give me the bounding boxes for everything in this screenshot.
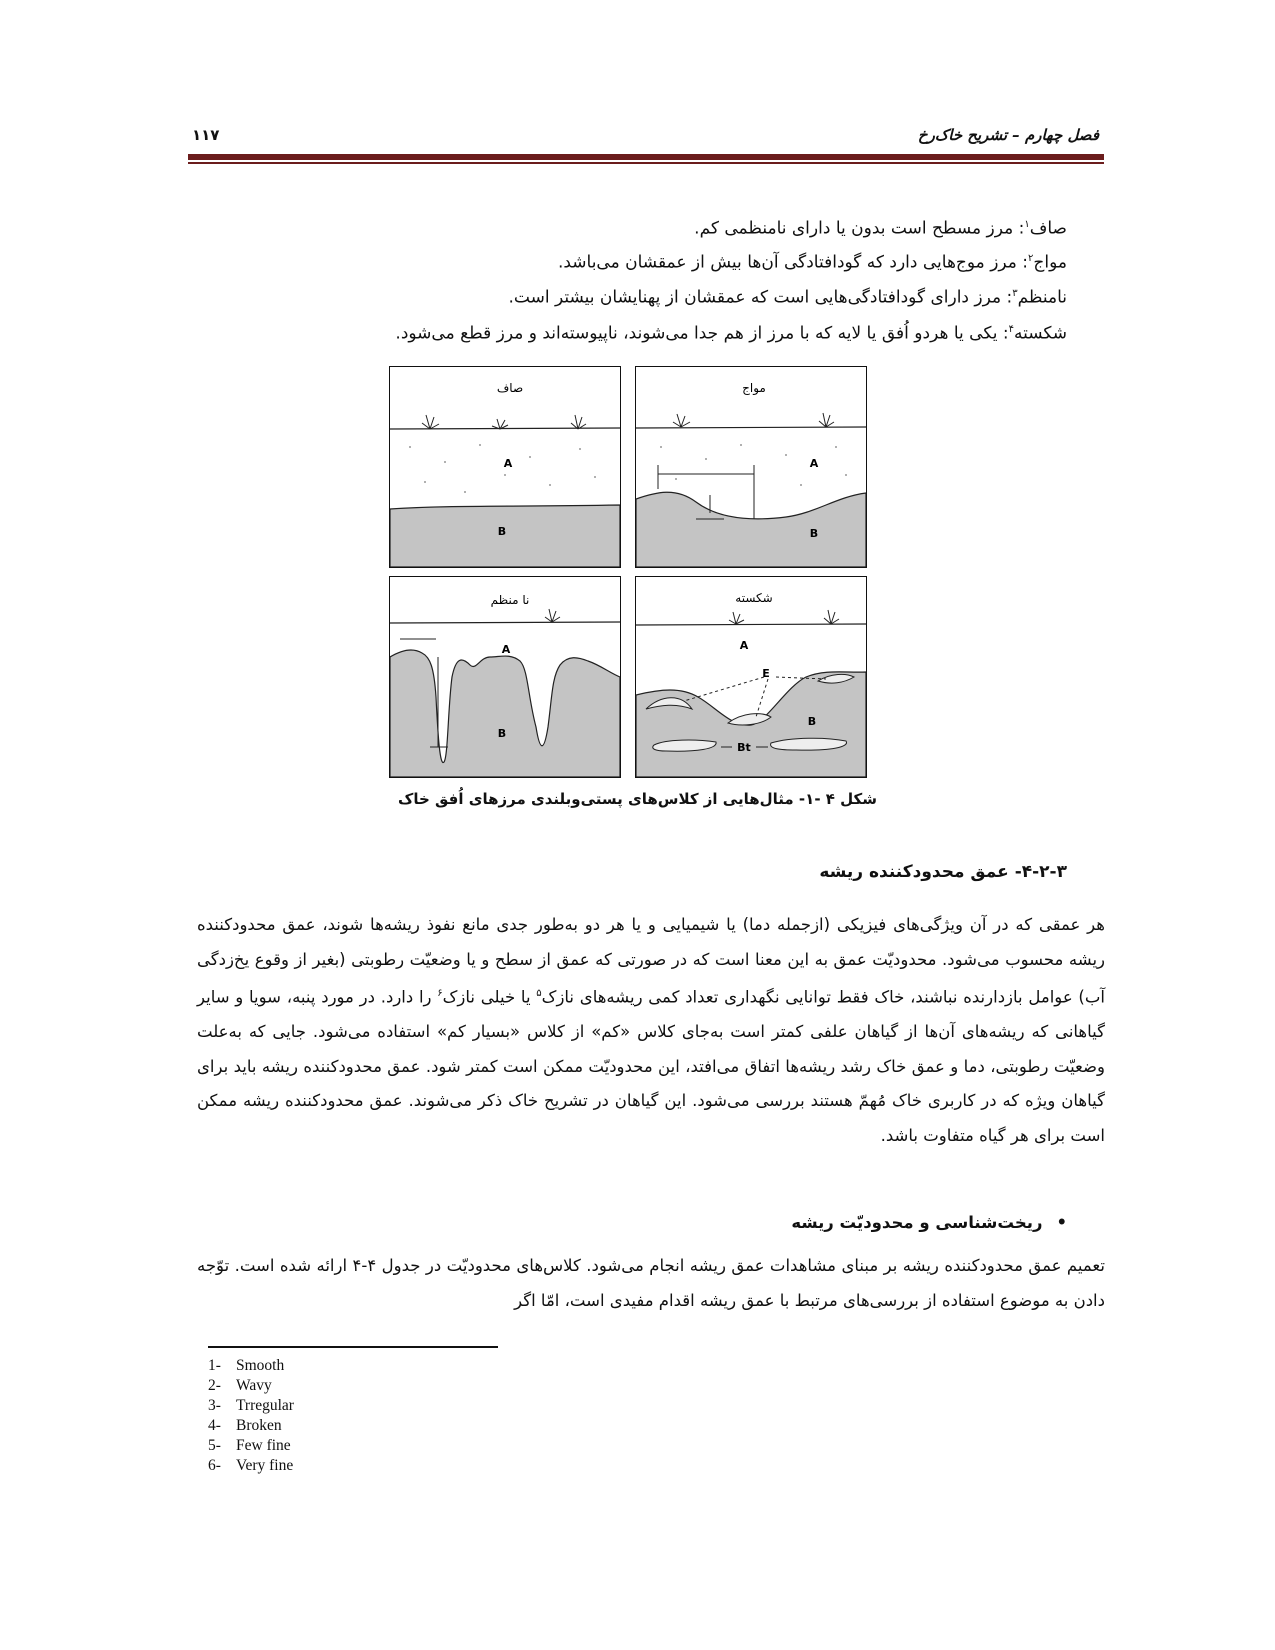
footnote-ref: ۴ [1008,324,1014,335]
footnote-item: 2- Wavy [208,1377,272,1394]
body-paragraph: هر عمقی که در آن ویژگی‌های فیزیکی (ازجمله دما) یا شیمیایی و یا هر دو به‌طور جدی مانع نفوذ ریشه‌ها شوند، عمق محدودکننده ریشه محسوب می‌شود. محدودیّت عمق به این معنا است که در صورتی که عمق از سطح و یا وضعیّت رطوبتی (بغیر از وقوع یخ‌زدگی آب) عوامل بازدارنده نباشند، خاک فقط توانایی نگهداری تعداد کمی ریشه‌های نازک$^۵$ یا خیلی نازک$^۶$ را دارد. در مورد پنبه، سویا و سایر گیاهانی که ریشه‌های آن‌ها از گیاهان علفی کمتر است به‌جای کلاس «کم» از کلاس «بسیار کم» استفاده می‌شود. جایی که به‌علت وضعیّت رطوبتی، دما و عمق خاک رشد ریشه‌ها اتفاق می‌افتد، این محدودیّت ممکن است کمتر شود. عمق محدودکننده ریشه باید برای گیاهان ویژه که در کاربری خاک مُهمّ هستند بررسی می‌شود. این گیاهان در تشریح خاک ذکر می‌شوند. عمق محدودکننده ریشه ممکن است برای هر گیاه متفاوت باشد. [197,915,1105,1145]
definition-irregular [509,281,1068,311]
horizon-label: Bt [737,741,751,754]
grass-icon [819,413,834,427]
footnote-ref: ۶ [437,988,443,999]
grass-icon [422,415,439,429]
footnote-item: 6- Very fine [208,1457,294,1474]
definition-wavy [558,246,1067,276]
section-heading: ۴-۲-۳- عمق محدودکننده ریشه [819,862,1067,882]
page-number: ۱۱۷ [192,126,220,144]
bullet-heading: •ریخت‌شناسی و محدودیّت ریشه [791,1213,1067,1232]
horizon-label: B [497,727,507,740]
footnote-item: 4- Broken [208,1417,282,1434]
definition-term: مواج [1033,252,1067,273]
panel-title: شکسته [735,591,773,605]
horizon-label: A [501,643,511,656]
header-rule [188,154,1104,160]
figure-panel-smooth [389,366,621,568]
grass-icon [729,612,744,624]
horizon-label: A [809,457,819,470]
chapter-title: فصل چهارم – تشریح خاک‌رخ [917,126,1099,144]
footnote-rule [208,1346,498,1348]
grass-icon [492,419,508,429]
panel-title: نا منظم [490,593,530,607]
footnote-item: 5- Few fine [208,1437,291,1454]
panel-title: صاف [496,381,524,395]
grass-icon [571,415,586,429]
definition-term: نامنظم [1017,287,1067,308]
grass-icon [673,414,690,427]
footnote-ref: ۲ [1028,253,1034,264]
definition-term: صاف [1029,218,1067,239]
body-paragraph-2: تعمیم عمق محدودکننده ریشه بر مبنای مشاهدات عمق ریشه انجام می‌شود. کلاس‌های محدودیّت در جدول ۴-۴ ارائه شده است. توّجه دادن به موضوع استفاده از بررسی‌های مرتبط با عمق ریشه اقدام مفیدی است، امّا اگر [197,1256,1105,1310]
horizon-label: E [762,667,770,680]
definition-text: : مرز مسطح است بدون یا دارای نامنظمی کم. [694,218,1025,239]
footnote-item: 3- Trregular [208,1397,294,1414]
footnote-ref: ۱ [1024,219,1030,230]
figure-panel-broken [635,576,867,778]
definition-text: : یکی یا هردو اُفق یا لایه که با مرز از هم جدا می‌شوند، ناپیوسته‌اند و مرز قطع می‌شود. [395,323,1009,344]
figure-panel-irregular [389,576,621,778]
horizon-label: A [503,457,513,470]
definition-term: شکسته [1013,323,1067,344]
grass-icon [824,610,839,624]
horizon-label: B [807,715,817,728]
footnotes [208,1356,294,1476]
footnote-ref: ۵ [536,988,542,999]
bullet-icon: • [1056,1213,1067,1232]
definition-text: : مرز دارای گودافتادگی‌هایی است که عمقشان از پهنایشان بیشتر است. [508,287,1013,308]
figure-caption: شکل ۴ -۱- مثال‌هایی از کلاس‌های پستی‌وبلندی مرزهای اُفق خاک [397,790,878,808]
header-rule-thin [188,162,1104,164]
definition-broken [395,317,1067,347]
definition-smooth [694,212,1067,242]
grass-icon [545,609,560,622]
horizon-label: B [497,525,507,538]
figure-panel-wavy [635,366,867,568]
horizon-label: A [739,639,749,652]
footnote-item: 1- Smooth [208,1357,285,1374]
horizon-label: B [809,527,819,540]
footnote-ref: ۳ [1012,288,1018,299]
definition-text: : مرز موج‌هایی دارد که گودافتادگی آن‌ها بیش از عمقشان می‌باشد. [557,252,1029,273]
panel-title: مواج [742,381,766,395]
